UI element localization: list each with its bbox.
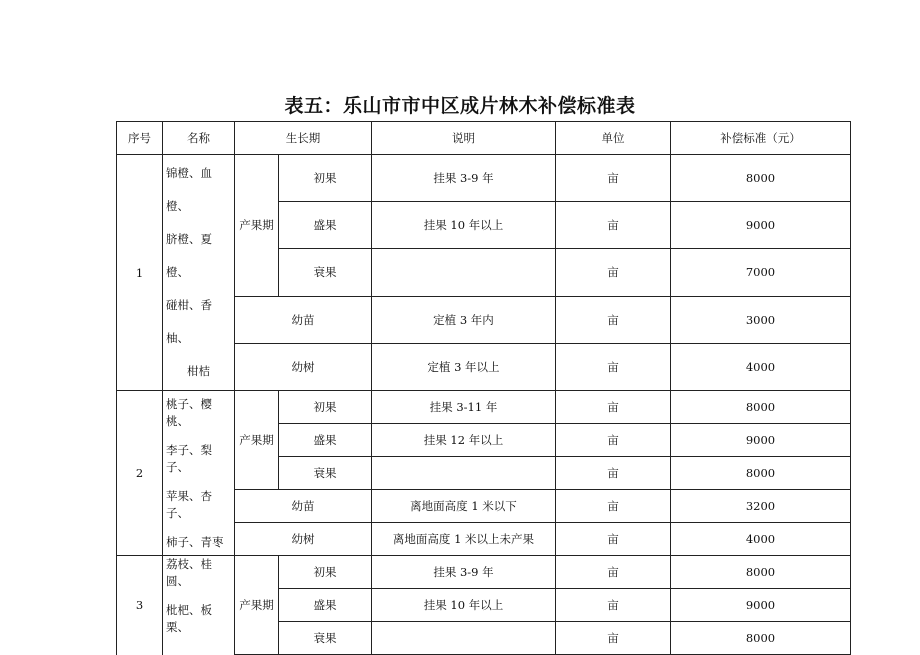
species-name-line: 柿子、青枣 — [166, 534, 224, 549]
header-unit: 单位 — [556, 122, 671, 155]
value-cell: 8000 — [671, 556, 851, 589]
desc-cell: 定植 3 年内 — [372, 296, 556, 343]
species-names — [163, 391, 235, 556]
header-growth: 生长期 — [235, 122, 372, 155]
unit-cell: 亩 — [556, 424, 671, 457]
species-name-line: 圆、 — [166, 574, 189, 589]
unit-cell: 亩 — [556, 343, 671, 390]
species-names — [163, 556, 235, 655]
table-row — [117, 391, 851, 424]
stage-cell: 衰果 — [279, 457, 372, 490]
species-name-line: 荔枝、桂 — [166, 557, 212, 572]
unit-cell: 亩 — [556, 556, 671, 589]
species-name-line: 栗、 — [166, 620, 189, 635]
value-cell: 9000 — [671, 424, 851, 457]
header-desc: 说明 — [372, 122, 556, 155]
desc-cell: 挂果 3-9 年 — [372, 556, 556, 589]
desc-cell: 挂果 3-9 年 — [372, 155, 556, 202]
stage-cell: 幼树 — [235, 523, 372, 556]
unit-cell: 亩 — [556, 490, 671, 523]
desc-cell: 定植 3 年以上 — [372, 343, 556, 390]
value-cell: 3000 — [671, 296, 851, 343]
value-cell: 8000 — [671, 622, 851, 655]
fruiting-period-label: 产果期 — [235, 556, 279, 655]
stage-cell: 初果 — [279, 556, 372, 589]
value-cell: 4000 — [671, 523, 851, 556]
stage-cell: 盛果 — [279, 424, 372, 457]
species-name-line: 子、 — [166, 459, 189, 474]
table-row — [117, 155, 851, 202]
desc-cell — [372, 249, 556, 296]
desc-cell — [372, 457, 556, 490]
unit-cell: 亩 — [556, 296, 671, 343]
species-name-line: 碰柑、香柚、 — [166, 298, 212, 345]
value-cell: 9000 — [671, 202, 851, 249]
value-cell: 8000 — [671, 155, 851, 202]
species-name-line: 脐橙、夏橙、 — [166, 232, 212, 279]
desc-cell: 离地面高度 1 米以下 — [372, 490, 556, 523]
species-name-line: 子、 — [166, 505, 189, 520]
unit-cell: 亩 — [556, 523, 671, 556]
stage-cell: 盛果 — [279, 589, 372, 622]
desc-cell — [372, 622, 556, 655]
species-name-line: 李子、梨 — [166, 442, 212, 457]
desc-cell: 挂果 10 年以上 — [372, 589, 556, 622]
value-cell: 8000 — [671, 391, 851, 424]
desc-cell: 离地面高度 1 米以上未产果 — [372, 523, 556, 556]
value-cell: 4000 — [671, 343, 851, 390]
unit-cell: 亩 — [556, 622, 671, 655]
stage-cell: 幼苗 — [235, 296, 372, 343]
species-name-line: 桃子、樱 — [166, 396, 212, 411]
stage-cell: 盛果 — [279, 202, 372, 249]
page-title: 表五：乐山市市中区成片林木补偿标准表 — [284, 95, 636, 117]
value-cell: 3200 — [671, 490, 851, 523]
fruiting-period-label: 产果期 — [235, 391, 279, 490]
stage-cell: 幼苗 — [235, 490, 372, 523]
species-name-line: 桃、 — [166, 413, 189, 428]
species-name-line: 锦橙、血橙、 — [166, 166, 212, 213]
compensation-table — [116, 121, 851, 655]
desc-cell: 挂果 3-11 年 — [372, 391, 556, 424]
species-name-line: 枇杷、板 — [166, 603, 212, 618]
unit-cell: 亩 — [556, 202, 671, 249]
stage-cell: 初果 — [279, 391, 372, 424]
seq-cell: 1 — [117, 155, 163, 391]
header-name: 名称 — [163, 122, 235, 155]
stage-cell: 衰果 — [279, 622, 372, 655]
header-seq: 序号 — [117, 122, 163, 155]
species-name-line: 柑桔 — [187, 364, 210, 378]
desc-cell: 挂果 12 年以上 — [372, 424, 556, 457]
species-name-line: 苹果、杏 — [166, 488, 212, 503]
seq-cell: 2 — [117, 391, 163, 556]
unit-cell: 亩 — [556, 457, 671, 490]
header-row — [117, 122, 851, 155]
species-names — [163, 155, 235, 391]
table-row — [117, 556, 851, 589]
stage-cell: 衰果 — [279, 249, 372, 296]
unit-cell: 亩 — [556, 391, 671, 424]
value-cell: 7000 — [671, 249, 851, 296]
fruiting-period-label: 产果期 — [235, 155, 279, 297]
value-cell: 8000 — [671, 457, 851, 490]
header-standard: 补偿标准（元） — [671, 122, 851, 155]
unit-cell: 亩 — [556, 155, 671, 202]
stage-cell: 初果 — [279, 155, 372, 202]
unit-cell: 亩 — [556, 589, 671, 622]
value-cell: 9000 — [671, 589, 851, 622]
desc-cell: 挂果 10 年以上 — [372, 202, 556, 249]
stage-cell: 幼树 — [235, 343, 372, 390]
seq-cell: 3 — [117, 556, 163, 655]
unit-cell: 亩 — [556, 249, 671, 296]
